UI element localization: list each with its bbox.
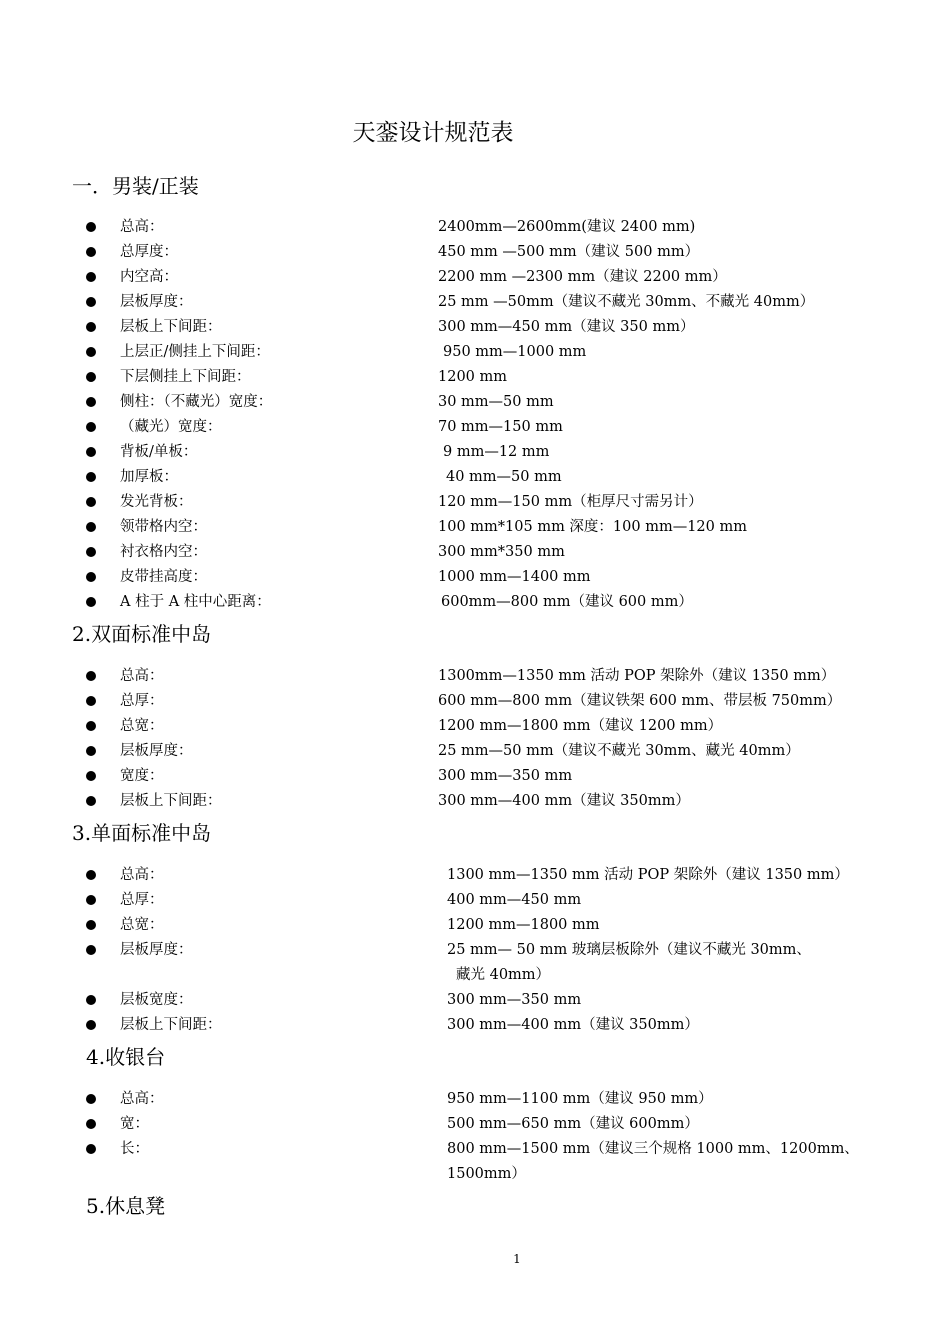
bullet-icon	[86, 347, 96, 357]
section-heading-cashier: 4.收银台	[86, 1045, 166, 1069]
bullet-icon	[86, 1119, 96, 1129]
list-item: 宽： 500 mm—650 mm（建议 600mm）	[0, 1112, 950, 1136]
bullet-icon	[86, 671, 96, 681]
bullet-icon	[86, 746, 96, 756]
list-item: 内空高： 2200 mm —2300 mm（建议 2200 mm）	[0, 265, 950, 289]
list-item: 背板/单板： 9 mm—12 mm	[0, 440, 950, 464]
document-title: 天銮设计规范表	[352, 120, 514, 146]
bullet-icon	[86, 447, 96, 457]
bullet-icon	[86, 247, 96, 257]
section-heading-double-island: 2.双面标准中岛	[72, 622, 212, 646]
list-item: 层板厚度： 25 mm—50 mm（建议不藏光 30mm、藏光 40mm）	[0, 739, 950, 763]
bullet-icon	[86, 497, 96, 507]
bullet-icon	[86, 696, 96, 706]
bullet-icon	[86, 796, 96, 806]
bullet-icon	[86, 920, 96, 930]
list-item: 衬衣格内空： 300 mm*350 mm	[0, 540, 950, 564]
bullet-icon	[86, 547, 96, 557]
list-item: 总高： 1300mm—1350 mm 活动 POP 架除外（建议 1350 mm）	[0, 664, 950, 688]
list-item: A 柱于 A 柱中心距离： 600mm—800 mm（建议 600 mm）	[0, 590, 950, 614]
bullet-icon	[86, 322, 96, 332]
list-item: 发光背板： 120 mm—150 mm（柜厚尺寸需另计）	[0, 490, 950, 514]
bullet-icon	[86, 522, 96, 532]
list-item: 层板上下间距： 300 mm—450 mm（建议 350 mm）	[0, 315, 950, 339]
bullet-icon	[86, 870, 96, 880]
bullet-icon	[86, 771, 96, 781]
bullet-icon	[86, 272, 96, 282]
section-heading-single-island: 3.单面标准中岛	[72, 821, 212, 845]
list-item: 总厚： 600 mm—800 mm（建议铁架 600 mm、带层板 750mm）	[0, 689, 950, 713]
list-item: 层板厚度： 25 mm— 50 mm 玻璃层板除外（建议不藏光 30mm、 藏光 40mm）	[0, 938, 950, 962]
bullet-icon	[86, 297, 96, 307]
bullet-icon	[86, 945, 96, 955]
bullet-icon	[86, 995, 96, 1005]
bullet-icon	[86, 1020, 96, 1030]
list-item: 总高： 950 mm—1100 mm（建议 950 mm）	[0, 1087, 950, 1111]
list-item: 层板上下间距： 300 mm—400 mm（建议 350mm）	[0, 789, 950, 813]
bullet-icon	[86, 397, 96, 407]
list-item: 皮带挂高度： 1000 mm—1400 mm	[0, 565, 950, 589]
list-item: 总宽： 1200 mm—1800 mm	[0, 913, 950, 937]
list-item: 领带格内空： 100 mm*105 mm 深度：100 mm—120 mm	[0, 515, 950, 539]
section-heading-bench: 5.休息凳	[86, 1194, 166, 1218]
bullet-icon	[86, 597, 96, 607]
bullet-icon	[86, 721, 96, 731]
list-item: 总宽： 1200 mm—1800 mm（建议 1200 mm）	[0, 714, 950, 738]
list-item: 加厚板： 40 mm—50 mm	[0, 465, 950, 489]
list-item: 层板宽度： 300 mm—350 mm	[0, 988, 950, 1012]
list-item: 总高： 2400mm—2600mm(建议 2400 mm)	[0, 215, 950, 239]
bullet-icon	[86, 472, 96, 482]
bullet-icon	[86, 422, 96, 432]
list-item: （藏光）宽度： 70 mm—150 mm	[0, 415, 950, 439]
bullet-icon	[86, 222, 96, 232]
bullet-icon	[86, 372, 96, 382]
list-item: 侧柱：（不藏光）宽度： 30 mm—50 mm	[0, 390, 950, 414]
bullet-icon	[86, 1144, 96, 1154]
section-heading-menswear: 一．男装/正装	[72, 174, 199, 198]
list-item: 总高： 1300 mm—1350 mm 活动 POP 架除外（建议 1350 mm）	[0, 863, 950, 887]
list-item: 总厚度： 450 mm —500 mm（建议 500 mm）	[0, 240, 950, 264]
list-item: 上层正/侧挂上下间距： 950 mm—1000 mm	[0, 340, 950, 364]
bullet-icon	[86, 572, 96, 582]
page-number: 1	[513, 1252, 521, 1266]
list-item: 层板上下间距： 300 mm—400 mm（建议 350mm）	[0, 1013, 950, 1037]
list-item: 下层侧挂上下间距： 1200 mm	[0, 365, 950, 389]
bullet-icon	[86, 1094, 96, 1104]
bullet-icon	[86, 895, 96, 905]
list-item: 宽度： 300 mm—350 mm	[0, 764, 950, 788]
list-item: 总厚： 400 mm—450 mm	[0, 888, 950, 912]
list-item: 层板厚度： 25 mm —50mm（建议不藏光 30mm、不藏光 40mm）	[0, 290, 950, 314]
list-item: 长： 800 mm—1500 mm（建议三个规格 1000 mm、1200mm、 1500mm）	[0, 1137, 950, 1161]
